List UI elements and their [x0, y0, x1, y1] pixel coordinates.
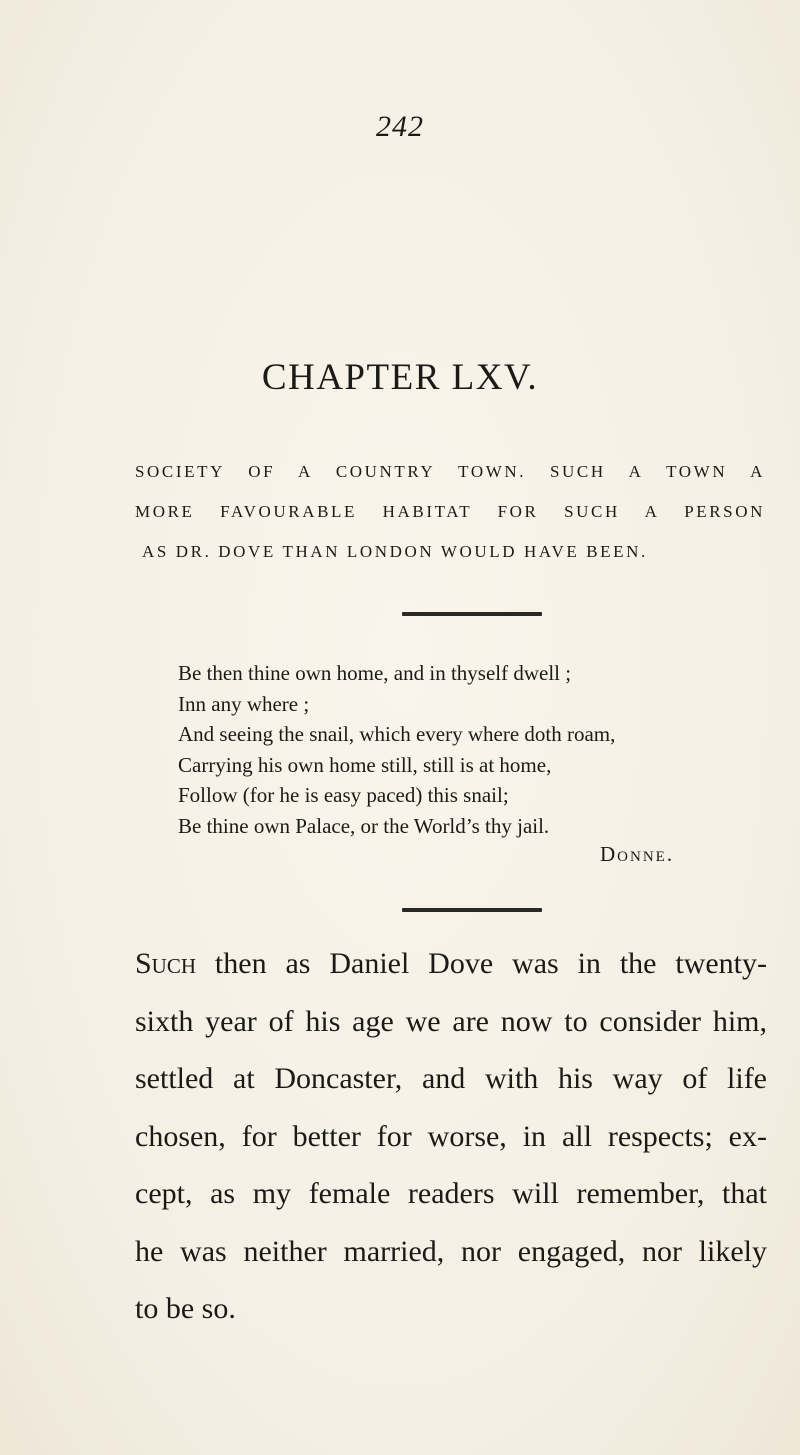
body-line: settled at Doncaster, and with his way of life	[135, 1062, 767, 1095]
verse-line: Inn any where ;	[178, 691, 310, 716]
body-line: sixth year of his age we are now to consider him,	[135, 1004, 767, 1038]
page-number: 242	[376, 110, 424, 143]
chapter-summary-line: MORE FAVOURABLE HABITAT FOR SUCH A PERSON	[135, 502, 765, 521]
body-line: to be so.	[135, 1292, 236, 1325]
verse-line: And seeing the snail, which every where doth roam,	[178, 722, 616, 746]
lead-word: Such	[135, 947, 197, 980]
chapter-summary-line: AS DR. DOVE THAN LONDON WOULD HAVE BEEN.	[142, 542, 648, 561]
verse-line: Be then thine own home, and in thyself dwell ;	[178, 661, 572, 685]
body-line: chosen, for better for worse, in all respects; ex-	[135, 1119, 767, 1153]
epigraph-attribution: Donne.	[600, 842, 675, 866]
first-line-rest: then as Daniel Dove was in the twenty-	[196, 947, 767, 980]
chapter-title: CHAPTER LXV.	[261, 357, 539, 398]
divider-rule-top	[402, 612, 542, 616]
body-paragraph	[135, 935, 767, 1338]
verse-line: Follow (for he is easy paced) this snail;	[178, 783, 509, 807]
body-line	[135, 935, 767, 993]
epigraph-verse	[178, 658, 738, 841]
chapter-summary-line: SOCIETY OF A COUNTRY TOWN. SUCH A TOWN A	[135, 462, 765, 481]
chapter-summary	[135, 452, 765, 572]
body-line: he was neither married, nor engaged, nor likely	[135, 1234, 767, 1268]
verse-line: Be thine own Palace, or the World’s thy jail.	[178, 813, 550, 838]
verse-line: Carrying his own home still, still is at home,	[178, 752, 552, 777]
body-line: cept, as my female readers will remember, that	[135, 1177, 767, 1210]
divider-rule-bottom	[402, 908, 542, 912]
